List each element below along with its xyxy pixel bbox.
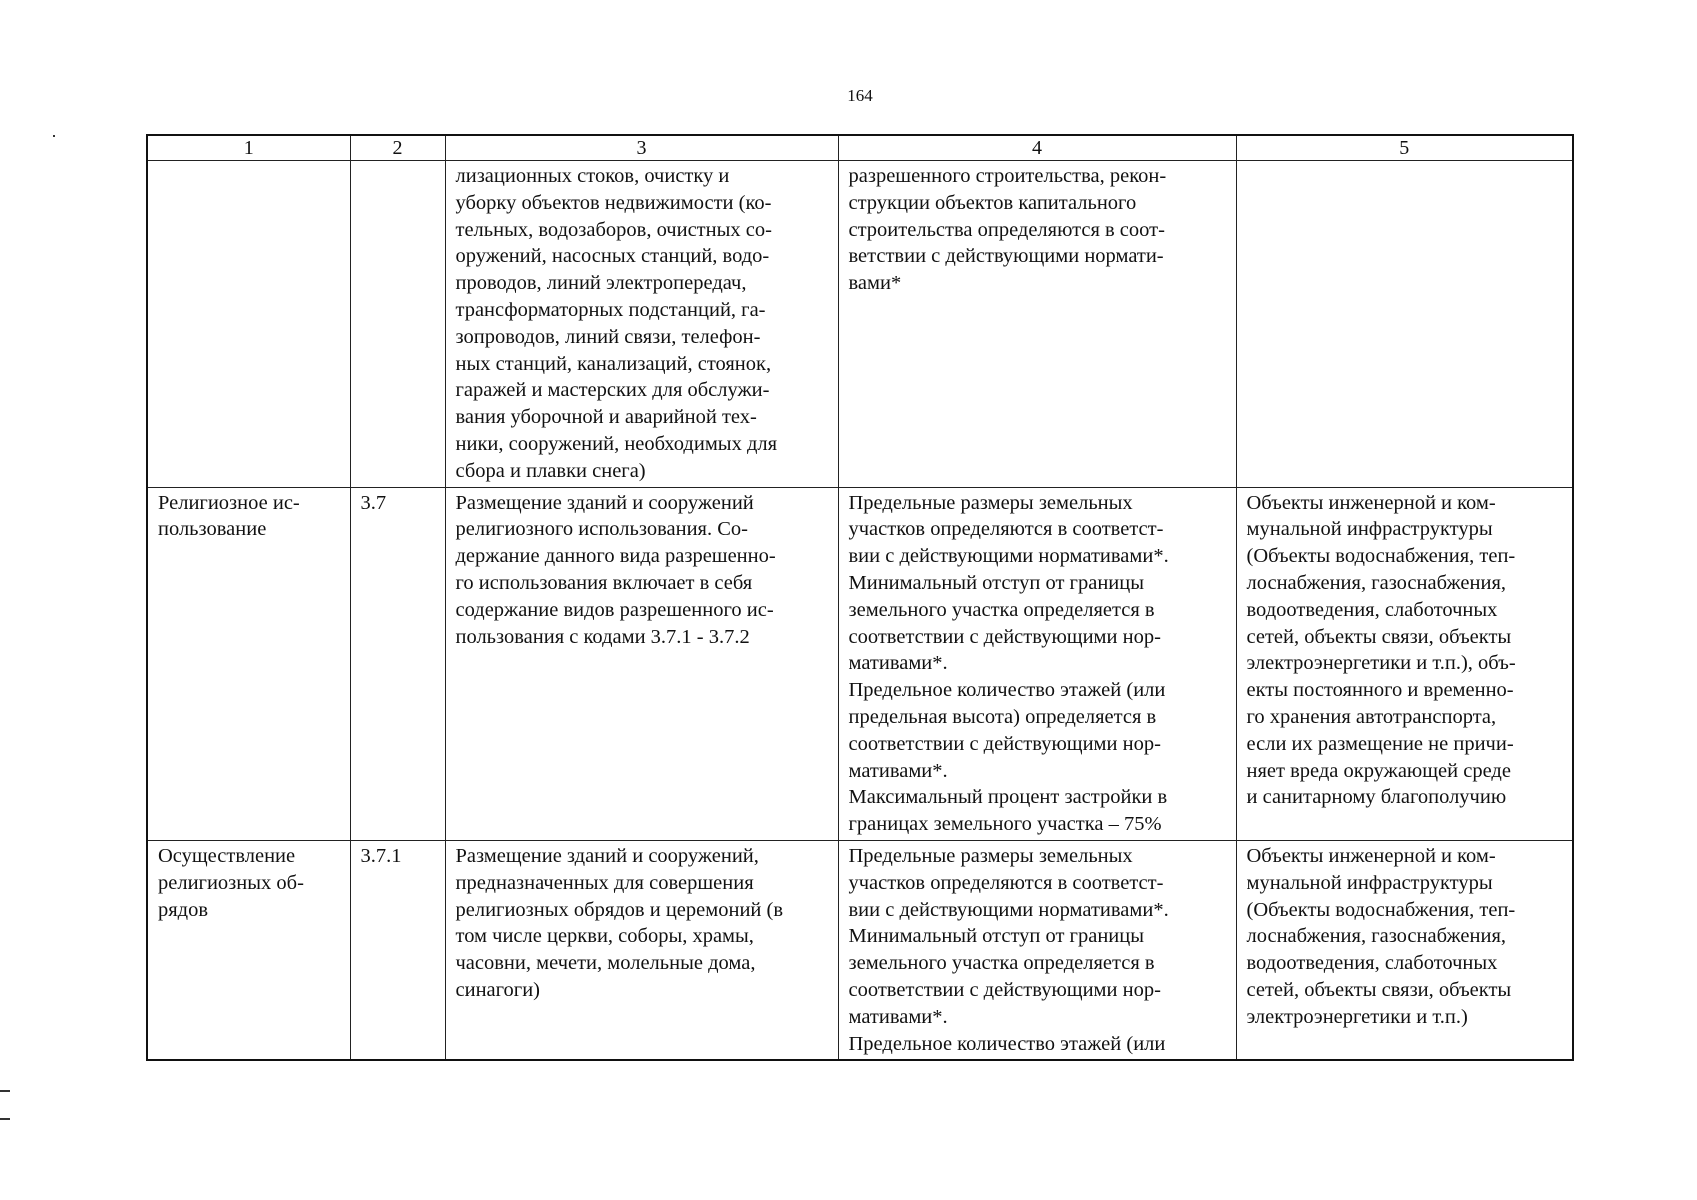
- table-header-row: [147, 135, 1573, 161]
- cell-use-code: [350, 161, 445, 488]
- cell-use-description: Размещение зданий и сооружений религиозного использования. Со- держание данного вида разрешенно- го использования включает в себя содержание видов разрешенного ис- пользования с кодами 3.7.1 - 3.7.2: [445, 487, 838, 840]
- cell-auxiliary-uses: Объекты инженерной и ком- мунальной инфраструктуры (Объекты водоснабжения, теп- лоснабжения, газоснабжения, водоотведения, слаботочных сетей, объекты связи, объекты электроэнергетики и т.п.), объ- екты постоянного и временно- го хранения автотранспорта, если их размещение не причи- няет вреда окружающей среде и санитарному благополучию: [1236, 487, 1573, 840]
- cell-use-code: 3.7.1: [350, 840, 445, 1060]
- cell-use-description: Размещение зданий и сооружений, предназначенных для совершения религиозных обрядов и церемоний (в том числе церкви, соборы, храмы, часовни, мечети, молельные дома, синагоги): [445, 840, 838, 1060]
- cell-parameters: разрешенного строительства, рекон- струкции объектов капитального строительства определяются в соот- ветствии с действующими нормати- вами*: [838, 161, 1236, 488]
- cell-use-name: Религиозное ис- пользование: [147, 487, 350, 840]
- cell-auxiliary-uses: Объекты инженерной и ком- мунальной инфраструктуры (Объекты водоснабжения, теп- лоснабжения, газоснабжения, водоотведения, слаботочных сетей, объекты связи, объекты электроэнергетики и т.п.): [1236, 840, 1573, 1060]
- header-cell-5: 5: [1236, 135, 1573, 161]
- cell-use-name: [147, 161, 350, 488]
- header-cell-1: 1: [147, 135, 350, 161]
- scan-edge-mark: [0, 1118, 10, 1120]
- scan-dot: [53, 135, 55, 137]
- header-cell-4: 4: [838, 135, 1236, 161]
- cell-parameters: Предельные размеры земельных участков определяются в соответст- вии с действующими нормативами*. Минимальный отступ от границы земельного участка определяется в соответствии с действующими нор- мативами*. Предельное количество этажей (или: [838, 840, 1236, 1060]
- header-cell-3: 3: [445, 135, 838, 161]
- cell-use-description: лизационных стоков, очистку и уборку объектов недвижимости (ко- тельных, водозаборов, очистных со- оружений, насосных станций, водо- проводов, линий электропередач, трансформаторных подстанций, га- зопроводов, линий связи, телефон- ных станций, канализаций, стоянок, гаражей и мастерских для обслужи- вания уборочной и аварийной тех- ники, сооружений, необходимых для сбора и плавки снега): [445, 161, 838, 488]
- page-number: 164: [847, 86, 873, 105]
- cell-parameters: Предельные размеры земельных участков определяются в соответст- вии с действующими нормативами*. Минимальный отступ от границы земельного участка определяется в соответствии с действующими нор- мативами*. Предельное количество этажей (или предельная высота) определяется в соответствии с действующими нор- мативами*. Максимальный процент застройки в границах земельного участка – 75%: [838, 487, 1236, 840]
- land-use-table: [146, 134, 1574, 1061]
- table-row: [147, 487, 1573, 840]
- cell-use-name: Осуществление религиозных об- рядов: [147, 840, 350, 1060]
- cell-use-code: 3.7: [350, 487, 445, 840]
- table-row: [147, 161, 1573, 488]
- cell-auxiliary-uses: [1236, 161, 1573, 488]
- header-cell-2: 2: [350, 135, 445, 161]
- table-row: [147, 840, 1573, 1060]
- scan-edge-mark: [0, 1090, 10, 1092]
